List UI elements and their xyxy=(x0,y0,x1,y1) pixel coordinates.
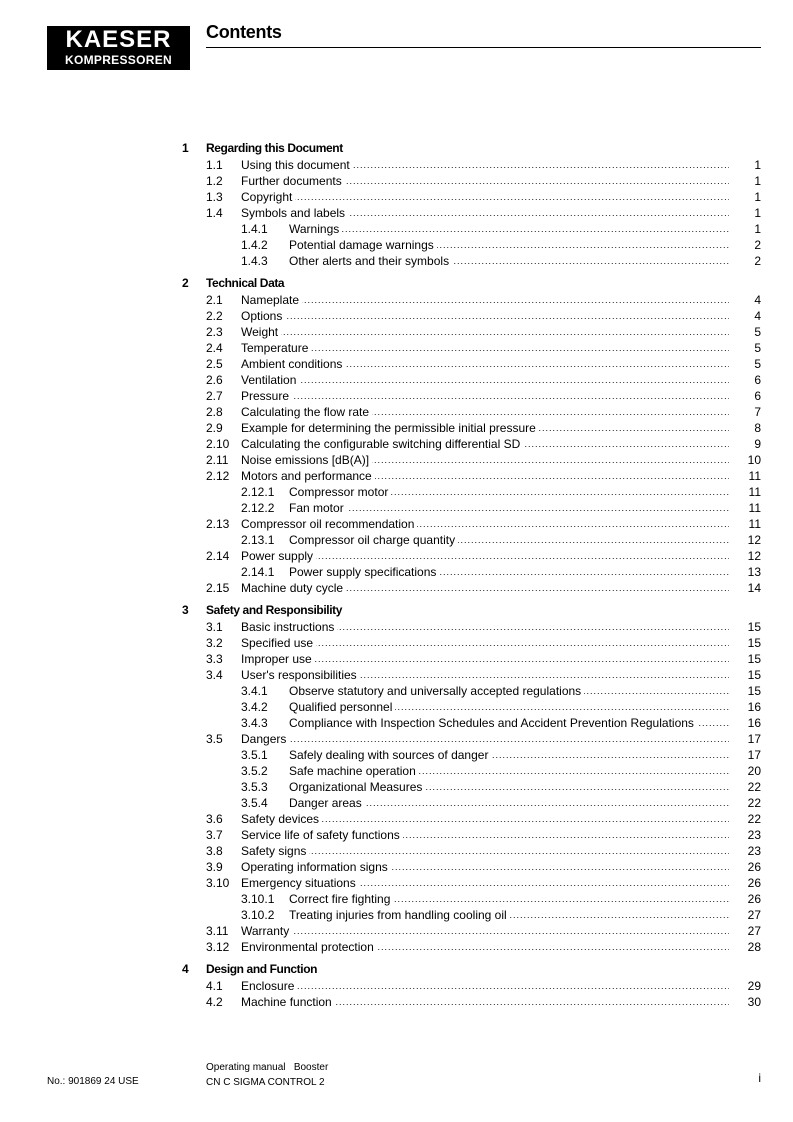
manual-line2: CN C SIGMA CONTROL 2 xyxy=(206,1077,325,1088)
entry-page: 4 xyxy=(754,309,761,323)
entry-number: 3.10.1 xyxy=(241,892,275,906)
toc-entry[interactable] xyxy=(0,173,793,189)
entry-leader xyxy=(241,651,729,667)
toc-entry[interactable] xyxy=(0,811,793,827)
toc-entry[interactable] xyxy=(0,308,793,324)
entry-page: 7 xyxy=(754,405,761,419)
entry-leader xyxy=(289,795,729,811)
entry-number: 3.11 xyxy=(206,924,229,938)
toc-entry[interactable] xyxy=(0,978,793,994)
entry-leader xyxy=(241,827,729,843)
entry-number: 1.1 xyxy=(206,158,223,172)
entry-leader xyxy=(289,891,729,907)
entry-page: 15 xyxy=(747,620,761,634)
toc-entry[interactable] xyxy=(0,619,793,635)
entry-title: Safety signs xyxy=(241,844,309,858)
toc-entry[interactable] xyxy=(0,891,793,907)
entry-leader xyxy=(241,978,729,994)
entry-number: 2.10 xyxy=(206,437,230,451)
entry-leader xyxy=(289,699,729,715)
toc-entry[interactable] xyxy=(0,683,793,699)
entry-page: 17 xyxy=(747,748,761,762)
entry-page: 10 xyxy=(747,453,761,467)
entry-leader xyxy=(241,205,729,221)
entry-page: 15 xyxy=(747,684,761,698)
entry-title: Specified use xyxy=(241,636,316,650)
entry-title: Treating injuries from handling cooling oil xyxy=(289,908,510,922)
entry-page: 5 xyxy=(754,341,761,355)
entry-leader xyxy=(241,811,729,827)
entry-leader xyxy=(241,404,729,420)
entry-page: 11 xyxy=(748,501,761,515)
toc-entry[interactable] xyxy=(0,795,793,811)
entry-number: 2.1 xyxy=(206,293,223,307)
entry-page: 16 xyxy=(747,700,761,714)
toc-entry[interactable] xyxy=(0,731,793,747)
entry-leader xyxy=(289,779,729,795)
entry-leader xyxy=(241,994,729,1010)
entry-title: Improper use xyxy=(241,652,315,666)
entry-title: Qualified personnel xyxy=(289,700,395,714)
entry-leader xyxy=(241,731,729,747)
entry-title: Machine function xyxy=(241,995,335,1009)
entry-leader xyxy=(241,859,729,875)
toc-entry[interactable] xyxy=(0,715,793,731)
entry-title: Copyright xyxy=(241,190,295,204)
entry-leader xyxy=(241,340,729,356)
logo-line1: KAESER xyxy=(65,26,172,53)
chapter-number: 3 xyxy=(182,603,189,617)
entry-page: 12 xyxy=(747,533,761,547)
entry-title: Power supply specifications xyxy=(289,565,439,579)
entry-number: 3.5.4 xyxy=(241,796,268,810)
entry-leader xyxy=(241,292,729,308)
entry-page: 17 xyxy=(747,732,761,746)
toc-entry[interactable] xyxy=(0,253,793,269)
entry-page: 9 xyxy=(754,437,761,451)
toc-entry[interactable] xyxy=(0,500,793,516)
toc-entry[interactable] xyxy=(0,388,793,404)
entry-number: 2.4 xyxy=(206,341,223,355)
entry-leader xyxy=(289,683,729,699)
entry-number: 2.12.1 xyxy=(241,485,275,499)
entry-page: 20 xyxy=(747,764,761,778)
toc-entry[interactable] xyxy=(0,939,793,955)
entry-page: 16 xyxy=(747,716,761,730)
entry-number: 2.14.1 xyxy=(241,565,275,579)
entry-page: 26 xyxy=(747,860,761,874)
entry-number: 1.3 xyxy=(206,190,223,204)
toc-entry[interactable] xyxy=(0,548,793,564)
toc-entry[interactable] xyxy=(0,532,793,548)
entry-page: 23 xyxy=(747,828,761,842)
logo-line2: KOMPRESSOREN xyxy=(65,53,172,67)
entry-number: 3.4.2 xyxy=(241,700,268,714)
entry-title: Further documents xyxy=(241,174,345,188)
entry-number: 3.5.3 xyxy=(241,780,268,794)
entry-title: Ventilation xyxy=(241,373,299,387)
entry-title: Service life of safety functions xyxy=(241,828,403,842)
entry-page: 5 xyxy=(754,325,761,339)
entry-title: Potential damage warnings xyxy=(289,238,437,252)
entry-title: Options xyxy=(241,309,285,323)
entry-page: 11 xyxy=(748,469,761,483)
toc-entry[interactable] xyxy=(0,907,793,923)
entry-title: Using this document xyxy=(241,158,353,172)
entry-number: 1.2 xyxy=(206,174,223,188)
entry-page: 22 xyxy=(747,812,761,826)
entry-title: Environmental protection xyxy=(241,940,377,954)
entry-page: 27 xyxy=(747,924,761,938)
entry-page: 6 xyxy=(754,373,761,387)
toc-entry[interactable] xyxy=(0,651,793,667)
entry-page: 1 xyxy=(754,158,761,172)
chapter-title: Safety and Responsibility xyxy=(206,603,343,617)
entry-number: 1.4.1 xyxy=(241,222,268,236)
toc-entry[interactable] xyxy=(0,843,793,859)
entry-leader xyxy=(241,189,729,205)
entry-number: 2.8 xyxy=(206,405,223,419)
entry-number: 3.12 xyxy=(206,940,230,954)
entry-number: 1.4.2 xyxy=(241,238,268,252)
entry-number: 2.5 xyxy=(206,357,223,371)
entry-leader xyxy=(241,372,729,388)
entry-title: Correct fire fighting xyxy=(289,892,393,906)
entry-title: Compliance with Inspection Schedules and Accident Prevention Regulations xyxy=(289,716,697,730)
manual-info xyxy=(206,1060,328,1090)
chapter-number: 4 xyxy=(182,962,189,976)
toc-entry[interactable] xyxy=(0,221,793,237)
entry-page: 6 xyxy=(754,389,761,403)
entry-title: User's responsibilities xyxy=(241,668,360,682)
entry-number: 2.13 xyxy=(206,517,230,531)
table-of-contents xyxy=(0,141,793,1010)
entry-number: 4.1 xyxy=(206,979,223,993)
toc-entry[interactable] xyxy=(0,699,793,715)
entry-page: 14 xyxy=(747,581,761,595)
entry-leader xyxy=(241,388,729,404)
entry-title: Temperature xyxy=(241,341,311,355)
toc-entry[interactable] xyxy=(0,205,793,221)
toc-chapter[interactable] xyxy=(0,603,793,619)
entry-number: 2.13.1 xyxy=(241,533,275,547)
entry-page: 27 xyxy=(747,908,761,922)
chapter-title: Design and Function xyxy=(206,962,318,976)
toc-entry[interactable] xyxy=(0,667,793,683)
entry-title: Compressor oil recommendation xyxy=(241,517,417,531)
entry-page: 4 xyxy=(754,293,761,307)
entry-leader xyxy=(241,468,729,484)
entry-number: 3.5 xyxy=(206,732,223,746)
entry-leader xyxy=(289,907,729,923)
entry-number: 2.7 xyxy=(206,389,223,403)
toc-chapter[interactable] xyxy=(0,276,793,292)
entry-title: Weight xyxy=(241,325,281,339)
toc-entry[interactable] xyxy=(0,635,793,651)
entry-title: Basic instructions xyxy=(241,620,337,634)
chapter-number: 1 xyxy=(182,141,189,155)
entry-title: Warnings xyxy=(289,222,342,236)
entry-title: Other alerts and their symbols xyxy=(289,254,452,268)
entry-leader xyxy=(241,173,729,189)
toc-entry[interactable] xyxy=(0,516,793,532)
toc-entry[interactable] xyxy=(0,994,793,1010)
entry-page: 15 xyxy=(747,652,761,666)
entry-number: 3.2 xyxy=(206,636,223,650)
entry-leader xyxy=(289,237,729,253)
entry-number: 3.5.1 xyxy=(241,748,268,762)
toc-entry[interactable] xyxy=(0,452,793,468)
toc-entry[interactable] xyxy=(0,484,793,500)
entry-leader xyxy=(289,763,729,779)
title-divider xyxy=(206,47,761,48)
toc-entry[interactable] xyxy=(0,404,793,420)
entry-number: 3.6 xyxy=(206,812,223,826)
entry-title: Safety devices xyxy=(241,812,322,826)
entry-leader xyxy=(241,436,729,452)
toc-entry[interactable] xyxy=(0,763,793,779)
toc-entry[interactable] xyxy=(0,436,793,452)
toc-entry[interactable] xyxy=(0,564,793,580)
entry-leader xyxy=(241,356,729,372)
toc-entry[interactable] xyxy=(0,372,793,388)
entry-number: 3.4.3 xyxy=(241,716,268,730)
entry-page: 12 xyxy=(747,549,761,563)
entry-title: Compressor motor xyxy=(289,485,391,499)
entry-leader xyxy=(241,843,729,859)
entry-page: 26 xyxy=(747,892,761,906)
entry-title: Danger areas xyxy=(289,796,365,810)
entry-page: 13 xyxy=(747,565,761,579)
entry-leader xyxy=(241,923,729,939)
entry-page: 30 xyxy=(747,995,761,1009)
entry-title: Power supply xyxy=(241,549,316,563)
entry-number: 4.2 xyxy=(206,995,223,1009)
toc-entry[interactable] xyxy=(0,747,793,763)
entry-leader xyxy=(241,635,729,651)
chapter-number: 2 xyxy=(182,276,189,290)
entry-leader xyxy=(289,715,729,731)
toc-entry[interactable] xyxy=(0,189,793,205)
entry-title: Noise emissions [dB(A)] xyxy=(241,453,372,467)
entry-page: 8 xyxy=(754,421,761,435)
entry-page: 5 xyxy=(754,357,761,371)
entry-page: 26 xyxy=(747,876,761,890)
toc-chapter[interactable] xyxy=(0,962,793,978)
entry-leader xyxy=(241,619,729,635)
entry-leader xyxy=(241,157,729,173)
entry-leader xyxy=(241,939,729,955)
toc-entry[interactable] xyxy=(0,340,793,356)
entry-leader xyxy=(289,532,729,548)
kaeser-logo xyxy=(47,26,190,70)
entry-title: Emergency situations xyxy=(241,876,359,890)
toc-entry[interactable] xyxy=(0,356,793,372)
toc-entry[interactable] xyxy=(0,468,793,484)
entry-title: Ambient conditions xyxy=(241,357,345,371)
entry-page: 2 xyxy=(754,238,761,252)
entry-number: 3.4.1 xyxy=(241,684,268,698)
entry-number: 3.4 xyxy=(206,668,223,682)
toc-entry[interactable] xyxy=(0,875,793,891)
entry-leader xyxy=(241,452,729,468)
entry-number: 3.10 xyxy=(206,876,230,890)
entry-page: 2 xyxy=(754,254,761,268)
entry-number: 3.1 xyxy=(206,620,223,634)
entry-leader xyxy=(289,221,729,237)
entry-title: Pressure xyxy=(241,389,292,403)
toc-entry[interactable] xyxy=(0,923,793,939)
toc-entry[interactable] xyxy=(0,580,793,596)
entry-title: Fan motor xyxy=(289,501,347,515)
entry-title: Enclosure xyxy=(241,979,297,993)
entry-number: 2.12.2 xyxy=(241,501,275,515)
toc-entry[interactable] xyxy=(0,292,793,308)
entry-title: Symbols and labels xyxy=(241,206,348,220)
entry-number: 2.12 xyxy=(206,469,230,483)
entry-leader xyxy=(241,324,729,340)
entry-title: Warranty xyxy=(241,924,292,938)
entry-number: 2.14 xyxy=(206,549,230,563)
entry-leader xyxy=(241,420,729,436)
entry-number: 3.9 xyxy=(206,860,223,874)
entry-title: Motors and performance xyxy=(241,469,375,483)
entry-number: 2.2 xyxy=(206,309,223,323)
entry-number: 3.3 xyxy=(206,652,223,666)
entry-title: Organizational Measures xyxy=(289,780,425,794)
entry-page: 11 xyxy=(748,517,761,531)
page-title: Contents xyxy=(206,22,282,42)
toc-entry[interactable] xyxy=(0,157,793,173)
toc-chapter[interactable] xyxy=(0,141,793,157)
toc-entry[interactable] xyxy=(0,779,793,795)
entry-number: 3.10.2 xyxy=(241,908,275,922)
entry-leader xyxy=(289,500,729,516)
entry-leader xyxy=(289,253,729,269)
entry-number: 2.15 xyxy=(206,581,230,595)
chapter-title: Regarding this Document xyxy=(206,141,343,155)
entry-page: 28 xyxy=(747,940,761,954)
toc-entry[interactable] xyxy=(0,237,793,253)
entry-number: 3.7 xyxy=(206,828,223,842)
entry-leader xyxy=(241,548,729,564)
page-number: i xyxy=(758,1071,761,1085)
entry-title: Dangers xyxy=(241,732,289,746)
entry-number: 1.4.3 xyxy=(241,254,268,268)
toc-entry[interactable] xyxy=(0,420,793,436)
entry-page: 22 xyxy=(747,780,761,794)
entry-title: Calculating the flow rate xyxy=(241,405,372,419)
entry-leader xyxy=(241,580,729,596)
entry-page: 23 xyxy=(747,844,761,858)
entry-page: 1 xyxy=(754,190,761,204)
entry-page: 15 xyxy=(747,636,761,650)
entry-title: Calculating the configurable switching differential SD xyxy=(241,437,523,451)
entry-leader xyxy=(289,747,729,763)
toc-entry[interactable] xyxy=(0,827,793,843)
chapter-title: Technical Data xyxy=(206,276,285,290)
entry-leader xyxy=(289,564,729,580)
entry-number: 2.11 xyxy=(206,453,229,467)
manual-line1: Operating manual Booster xyxy=(206,1062,329,1073)
entry-page: 1 xyxy=(754,174,761,188)
entry-leader xyxy=(241,308,729,324)
entry-title: Safe machine operation xyxy=(289,764,419,778)
entry-page: 1 xyxy=(754,206,761,220)
entry-title: Nameplate xyxy=(241,293,302,307)
entry-number: 2.3 xyxy=(206,325,223,339)
entry-title: Observe statutory and universally accepted regulations xyxy=(289,684,584,698)
entry-title: Operating information signs xyxy=(241,860,391,874)
entry-page: 22 xyxy=(747,796,761,810)
document-number: No.: 901869 24 USE xyxy=(47,1076,139,1087)
entry-leader xyxy=(241,667,729,683)
entry-title: Safely dealing with sources of danger xyxy=(289,748,491,762)
entry-page: 29 xyxy=(747,979,761,993)
entry-page: 15 xyxy=(747,668,761,682)
entry-number: 2.6 xyxy=(206,373,223,387)
entry-leader xyxy=(289,484,729,500)
entry-number: 3.8 xyxy=(206,844,223,858)
entry-page: 11 xyxy=(748,485,761,499)
entry-leader xyxy=(241,516,729,532)
entry-title: Compressor oil charge quantity xyxy=(289,533,458,547)
entry-title: Example for determining the permissible initial pressure xyxy=(241,421,539,435)
entry-number: 3.5.2 xyxy=(241,764,268,778)
toc-entry[interactable] xyxy=(0,859,793,875)
toc-entry[interactable] xyxy=(0,324,793,340)
entry-page: 1 xyxy=(754,222,761,236)
entry-number: 1.4 xyxy=(206,206,223,220)
entry-number: 2.9 xyxy=(206,421,223,435)
entry-title: Machine duty cycle xyxy=(241,581,346,595)
entry-leader xyxy=(241,875,729,891)
